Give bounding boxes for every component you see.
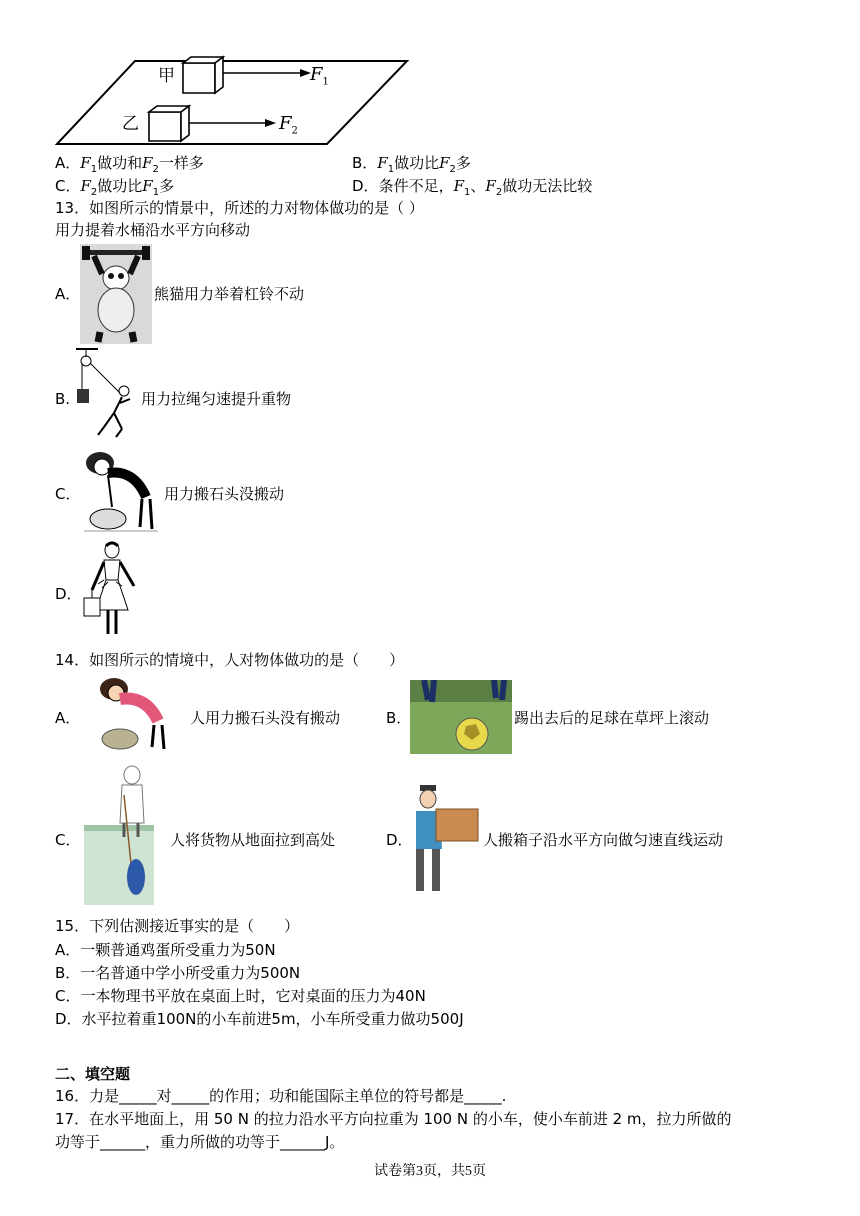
- q14-b-text: 踢出去后的足球在草坪上滚动: [514, 709, 710, 727]
- q14-d-letter: D．: [386, 831, 413, 849]
- label-f2: $F_2$: [279, 113, 298, 137]
- q17-line1: 17．在水平地面上，用 50 N 的拉力沿水平方向拉重为 100 N 的小车，使小车前进 2 m，拉力所做的: [55, 1110, 732, 1128]
- page-footer: 试卷第3页，共5页: [374, 1164, 486, 1179]
- man-carrying-box-image: [410, 783, 482, 895]
- q14-c-letter: C．: [55, 831, 81, 849]
- q13-c-letter: C．: [55, 485, 81, 503]
- q13-b-text: 用力拉绳匀速提升重物: [141, 390, 292, 408]
- q15-stem: 15．下列估测接近事实的是（ ）: [55, 917, 300, 935]
- block-jia: [183, 57, 223, 93]
- q12-option-a: A．$F_1$做功和$F_2$一样多: [55, 154, 204, 175]
- q14-d-text: 人搬箱子沿水平方向做匀速直线运动: [483, 831, 724, 849]
- football-on-grass-image: [410, 680, 512, 754]
- q13-stem: 13．如图所示的情景中，所述的力对物体做功的是（ ）: [55, 199, 424, 217]
- q14-a-letter: A．: [55, 709, 81, 727]
- panda-barbell-image: [80, 244, 152, 344]
- man-pulling-cargo-image: [80, 765, 164, 905]
- q12-option-b: B．$F_1$做功比$F_2$多: [352, 154, 471, 175]
- q16-text: 16．力是_____对_____的作用；功和能国际主单位的符号都是_____.: [55, 1087, 507, 1105]
- force-plane-diagram: [55, 55, 415, 150]
- q14-a-text: 人用力搬石头没有搬动: [190, 709, 341, 727]
- q13-line2: 用力提着水桶沿水平方向移动: [55, 221, 251, 239]
- q15-option-a: A．一颗普通鸡蛋所受重力为50N: [55, 941, 276, 959]
- woman-carrying-bucket-image: [82, 540, 144, 638]
- q14-b-letter: B．: [386, 709, 412, 727]
- girl-stone-color-image: [90, 675, 172, 755]
- q13-a-text: 熊猫用力举着杠铃不动: [154, 285, 305, 303]
- q13-c-text: 用力搬石头没搬动: [164, 485, 285, 503]
- q13-a-letter: A．: [55, 285, 81, 303]
- q12-option-d: D．条件不足，$F_1$、$F_2$做功无法比较: [352, 177, 593, 198]
- q13-d-letter: D．: [55, 585, 82, 603]
- q13-b-letter: B.: [55, 390, 71, 408]
- q14-stem: 14．如图所示的情境中，人对物体做功的是（ ）: [55, 651, 405, 669]
- q15-option-b: B．一名普通中学小所受重力为500N: [55, 964, 301, 982]
- label-f1: $F_1$: [310, 64, 329, 88]
- label-yi: 乙: [122, 114, 139, 134]
- q15-option-c: C．一本物理书平放在桌面上时，它对桌面的压力为40N: [55, 987, 426, 1005]
- girl-lifting-stone-image: [78, 449, 160, 535]
- q15-option-d: D．水平拉着重100N的小车前进5m，小车所受重力做功500J: [55, 1010, 464, 1028]
- q17-line2: 功等于______，重力所做的功等于______J。: [55, 1133, 345, 1151]
- q14-c-text: 人将货物从地面拉到高处: [170, 831, 336, 849]
- q12-option-c: C．$F_2$做功比$F_1$多: [55, 177, 175, 198]
- section-title: 二、填空题: [55, 1065, 131, 1083]
- block-yi: [149, 106, 189, 141]
- label-jia: 甲: [158, 66, 175, 86]
- pulley-pulling-image: [74, 347, 140, 441]
